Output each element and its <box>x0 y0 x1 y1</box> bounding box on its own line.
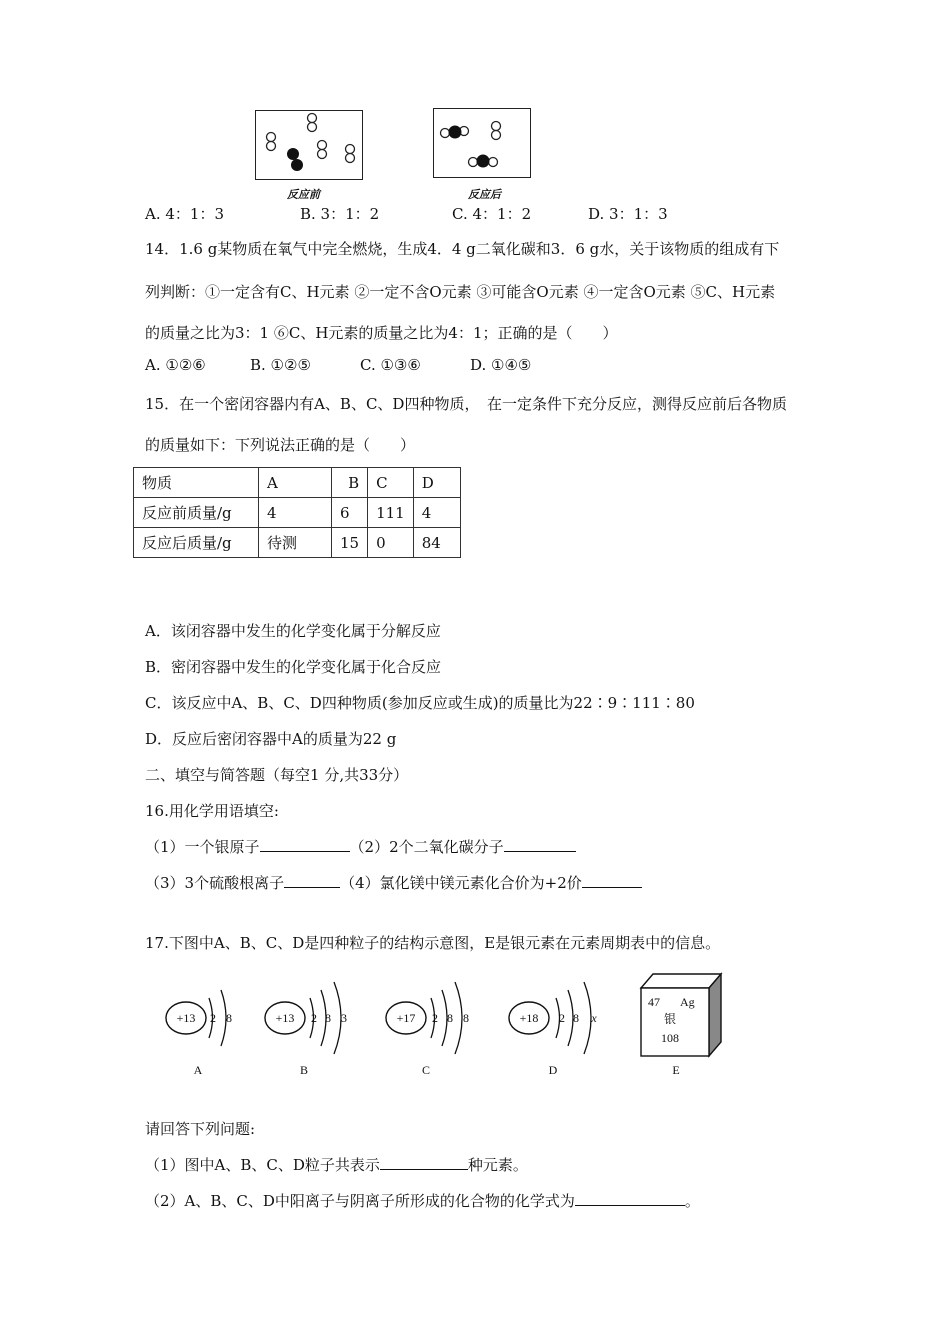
answer-blank[interactable] <box>284 873 340 888</box>
answer-blank[interactable] <box>582 873 642 888</box>
diagram-before-molecules <box>255 110 363 180</box>
q17-sub-1: （1）图中A、B、C、D粒子共表示 种元素。 <box>145 1156 528 1174</box>
atom-d-nucleus: +18 <box>519 1011 539 1025</box>
svg-text:3: 3 <box>341 1011 347 1025</box>
element-label: E <box>672 1063 680 1077</box>
q15-line-1: 15．在一个密闭容器内有A、B、C、D四种物质， 在一定条件下充分反应，测得反应前后各物质 <box>145 395 787 413</box>
svg-text:8: 8 <box>447 1011 453 1025</box>
table-cell: 15 <box>332 528 368 558</box>
table-cell: 待测 <box>259 528 332 558</box>
q14-option-d: D. ①④⑤ <box>470 356 532 374</box>
q16-item-2: （2）2个二氧化碳分子 <box>349 838 504 856</box>
q16-item-3: （3）3个硫酸根离子 <box>145 874 285 892</box>
element-card <box>641 974 721 1077</box>
table-cell: A <box>259 468 332 498</box>
atom-b-nucleus: +13 <box>275 1011 295 1025</box>
table-cell: C <box>368 468 414 498</box>
svg-text:2: 2 <box>559 1011 565 1025</box>
q13-option-d: D. 3：1：3 <box>588 205 668 223</box>
q13-option-c: C. 4：1：2 <box>452 205 532 223</box>
q15-line-2: 的质量如下：下列说法正确的是（ ） <box>145 436 416 454</box>
diagram-before-caption: 反应前 <box>287 188 320 201</box>
atom-c-diagram <box>386 982 469 1077</box>
table-cell: 6 <box>332 498 368 528</box>
table-cell: 物质 <box>134 468 259 498</box>
q15-option-d: D．反应后密闭容器中A的质量为22 g <box>145 730 397 748</box>
atom-d-label: D <box>548 1063 558 1077</box>
svg-text:8: 8 <box>463 1011 469 1025</box>
diagram-after-caption: 反应后 <box>468 188 501 201</box>
q15-option-c: C．该反应中A、B、C、D四种物质(参加反应或生成)的质量比为22∶9∶111∶80 <box>145 694 695 712</box>
table-cell: 111 <box>368 498 414 528</box>
table-cell: D <box>413 468 460 498</box>
element-mass: 108 <box>661 1031 679 1045</box>
q14-line-2: 列判断：①一定含有C、H元素 ②一定不含O元素 ③可能含O元素 ④一定含O元素 ⑤C、H元素 <box>145 283 776 301</box>
q16-item-4: （4）氯化镁中镁元素化合价为+2价 <box>340 874 582 892</box>
q17-title: 17.下图中A、B、C、D是四种粒子的结构示意图，E是银元素在元素周期表中的信息。 <box>145 934 721 952</box>
atom-b-diagram <box>265 982 347 1077</box>
table-cell: 0 <box>368 528 414 558</box>
atom-a-label: A <box>193 1063 203 1077</box>
answer-blank[interactable] <box>504 837 576 852</box>
q16-item-1: （1）一个银原子 <box>145 838 260 856</box>
svg-text:2: 2 <box>210 1011 216 1025</box>
svg-text:2: 2 <box>311 1011 317 1025</box>
answer-blank[interactable] <box>260 837 350 852</box>
svg-text:8: 8 <box>226 1011 232 1025</box>
atom-b-label: B <box>299 1063 309 1077</box>
q15-option-b: B．密闭容器中发生的化学变化属于化合反应 <box>145 658 442 676</box>
table-row <box>134 468 461 498</box>
atom-a-nucleus: +13 <box>176 1011 196 1025</box>
table-cell: 84 <box>413 528 460 558</box>
atom-c-nucleus: +17 <box>396 1011 416 1025</box>
atom-d-diagram <box>509 982 597 1077</box>
svg-text:8: 8 <box>573 1011 579 1025</box>
q14-option-b: B. ①②⑤ <box>250 356 311 374</box>
q17-prompt: 请回答下列问题: <box>145 1120 256 1138</box>
table-cell: 反应前质量/g <box>134 498 259 528</box>
svg-text:2: 2 <box>432 1011 438 1025</box>
table-cell: 反应后质量/g <box>134 528 259 558</box>
atom-c-label: C <box>421 1063 431 1077</box>
q14-line-1: 14．1.6 g某物质在氧气中完全燃烧，生成4．4 g二氧化碳和3．6 g水，关于该物质的组成有下 <box>145 240 780 258</box>
table-cell: 4 <box>413 498 460 528</box>
q13-option-a: A. 4：1：3 <box>145 205 224 223</box>
q13-option-b: B. 3：1：2 <box>300 205 380 223</box>
atom-structure-diagrams <box>150 970 730 1082</box>
atom-a-diagram <box>166 990 232 1077</box>
svg-text:8: 8 <box>325 1011 331 1025</box>
q15-option-a: A．该闭容器中发生的化学变化属于分解反应 <box>145 622 441 640</box>
element-number: 47 <box>648 995 660 1009</box>
q16-title: 16.用化学用语填空: <box>145 802 279 820</box>
q14-line-3: 的质量之比为3：1 ⑥C、H元素的质量之比为4：1；正确的是（ ） <box>145 324 618 342</box>
answer-blank[interactable] <box>380 1155 468 1170</box>
q14-option-a: A. ①②⑥ <box>145 356 206 374</box>
element-name: 银 <box>663 1012 677 1026</box>
table-cell: B <box>332 468 368 498</box>
q14-option-c: C. ①③⑥ <box>360 356 421 374</box>
svg-text:x: x <box>591 1011 597 1025</box>
element-symbol: Ag <box>680 995 695 1009</box>
table-row <box>134 528 461 558</box>
answer-blank[interactable] <box>575 1191 685 1206</box>
section-title: 二、填空与简答题（每空1 分,共33分） <box>145 766 409 784</box>
q16-row-1 <box>145 836 576 857</box>
q17-sub-2: （2）A、B、C、D中阳离子与阴离子所形成的化合物的化学式为 。 <box>145 1192 700 1210</box>
mass-table <box>133 467 461 558</box>
table-cell: 4 <box>259 498 332 528</box>
q16-row-2 <box>145 872 642 893</box>
diagram-after-molecules <box>433 108 531 178</box>
table-row <box>134 498 461 528</box>
